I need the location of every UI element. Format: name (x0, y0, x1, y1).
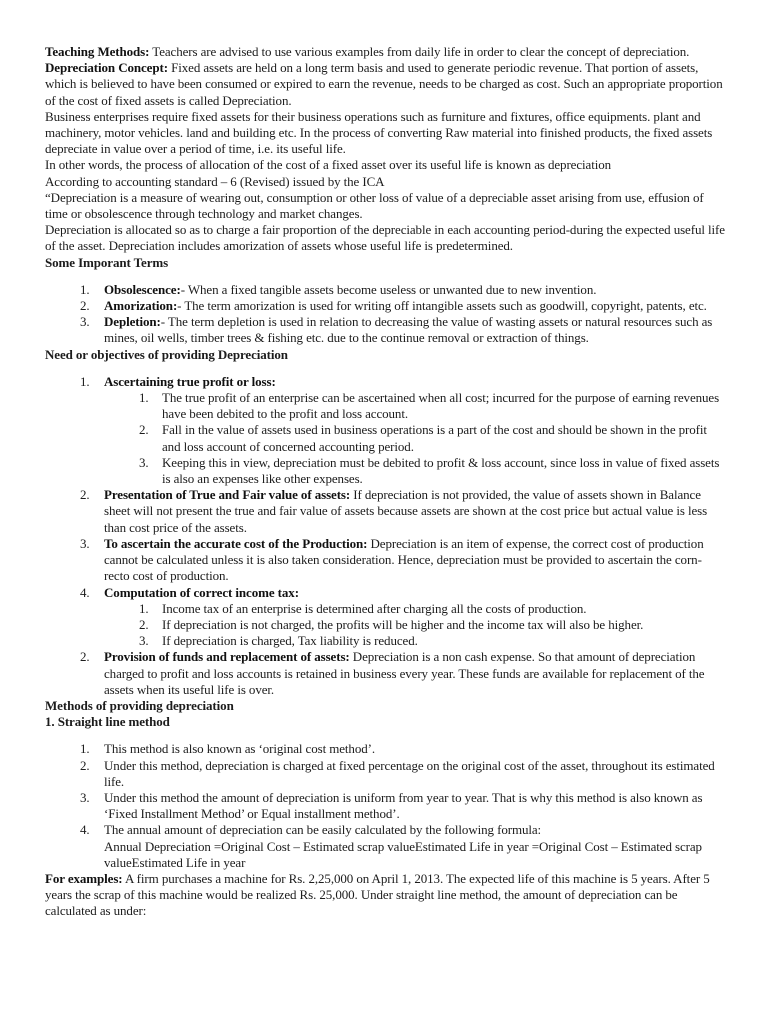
need-item (45, 536, 725, 585)
need-item (45, 374, 725, 390)
term-label: Depletion: (104, 314, 161, 330)
teaching-methods-text: Teachers are advised to use various examples from daily life in order to clear the concept of depreciation. (149, 44, 690, 59)
example-paragraph (45, 871, 725, 920)
teaching-methods-paragraph (45, 44, 725, 60)
sub-item-text: Income tax of an enterprise is determined after charging all the costs of production. (162, 600, 587, 616)
list-number: 2. (139, 422, 149, 438)
need-item-text: If depreciation is not provided, the value of assets shown in Balance sheet will not present the true and fair value of assets because assets are shown at the cost price but actual value is less than cost price of the assets. (104, 487, 708, 535)
sub-item (45, 390, 725, 422)
list-number: 1. (80, 281, 90, 297)
list-number: 2. (139, 616, 149, 632)
list-number: 3. (80, 789, 90, 805)
list-number: 1. (139, 600, 149, 616)
depreciation-formula: Annual Depreciation =Original Cost – Estimated scrap valueEstimated Life in year =Original Cost – Estimated scrap valueEstimated Life in year (104, 838, 702, 870)
term-item (45, 298, 725, 314)
method-item (45, 741, 725, 757)
term-text: - The term amorization is used for writing off intangible assets such as goodwill, copyright, patents, etc. (177, 298, 707, 314)
method-item-text: Under this method the amount of depreciation is uniform from year to year. That is why this method is also known as ‘Fixed Installment Method’ or Equal installment method’. (104, 789, 703, 822)
sub-item (45, 601, 725, 617)
need-item-label: Computation of correct income tax: (104, 584, 299, 600)
sub-item (45, 422, 725, 454)
need-list (45, 374, 725, 698)
sub-item (45, 633, 725, 649)
terms-heading: Some Imporant Terms (45, 254, 169, 270)
need-item-label: To ascertain the accurate cost of the Production: (104, 535, 368, 551)
sub-item-text: The true profit of an enterprise can be ascertained when all cost; incurred for the purpose of earning revenues have been debited to the profit and loss account. (162, 390, 720, 422)
teaching-methods-label: Teaching Methods: (45, 44, 150, 59)
sub-item-text: If depreciation is charged, Tax liability is reduced. (162, 633, 418, 649)
list-number: 2. (80, 757, 90, 773)
list-number: 1. (139, 390, 149, 406)
example-text: A firm purchases a machine for Rs. 2,25,000 on April 1, 2013. The expected life of this machine is 5 years. After 5 years the scrap of this machine would be realized Rs. 25,000. Under straight line method, the amount of depreciation can be calculated as under: (45, 870, 710, 919)
definition-quote-paragraph: “Depreciation is a measure of wearing out, consumption or other loss of value of a depreciable asset arising from use, effusion of time or obsolescence through technology and market changes. (45, 189, 704, 222)
allocation-paragraph: Depreciation is allocated so as to charge a fair proportion of the depreciable in each accounting period-during the expected useful life of the asset. Depreciation includes amorization of assets whose useful life is predetermined. (45, 222, 725, 254)
sub-item-text: If depreciation is not charged, the profits will be higher and the income tax will also be higher. (162, 616, 644, 632)
need-item (45, 585, 725, 601)
terms-list (45, 282, 725, 347)
need-item (45, 487, 725, 536)
sub-item (45, 617, 725, 633)
list-number: 3. (139, 633, 149, 649)
sub-item (45, 455, 725, 487)
term-label: Obsolescence: (104, 281, 181, 297)
example-label: For examples: (45, 870, 123, 886)
list-number: 4. (80, 822, 90, 838)
term-text: - When a fixed tangible assets become useless or unwanted due to new invention. (180, 281, 597, 297)
list-number: 3. (80, 535, 90, 551)
need-item-text: Depreciation is a non cash expense. So that amount of depreciation charged to profit and loss accounts is retained in business every year. These funds are available for replacement of the assets when its useful life is over. (104, 649, 705, 697)
list-number: 4. (80, 584, 90, 600)
business-paragraph: Business enterprises require fixed assets for their business operations such as furniture and fixtures, office equipments. plant and machinery, motor vehicles. land and building etc. In the process of converting Raw material into finished products, the fixed assets depreciate in value over a period of time, i.e. its useful life. (45, 108, 713, 157)
list-number: 2. (80, 487, 90, 503)
sub-item-text: Fall in the value of assets used in business operations is a part of the cost and should be shown in the profit and loss account of concerned accounting period. (162, 422, 707, 454)
method-item-text: Under this method, depreciation is charged at fixed percentage on the original cost of the asset, throughout its estimated life. (104, 757, 715, 789)
method-item-text: This method is also known as ‘original cost method’. (104, 741, 376, 757)
list-number: 1. (80, 741, 90, 757)
straight-line-list (45, 741, 725, 871)
depreciation-concept-label: Depreciation Concept: (45, 60, 168, 76)
accounting-standard-paragraph: According to accounting standard – 6 (Revised) issued by the ICA (45, 173, 385, 189)
method-item (45, 790, 725, 822)
methods-heading: Methods of providing depreciation (45, 697, 234, 713)
term-item (45, 282, 725, 298)
need-item-label: Presentation of True and Fair value of assets: (104, 487, 351, 503)
document-page (45, 44, 725, 920)
straight-line-heading: 1. Straight line method (45, 714, 170, 730)
list-number: 2. (80, 649, 90, 665)
need-heading: Need or objectives of providing Depreciation (45, 346, 288, 362)
list-number: 3. (80, 314, 90, 330)
term-label: Amorization: (104, 298, 178, 314)
need-item-label: Provision of funds and replacement of assets: (104, 649, 350, 665)
need-item-text: Depreciation is an item of expense, the correct cost of production cannot be calculated unless it is also taken consideration. Hence, depreciation must be provided to ascertain the corn- recto cost of production. (104, 535, 704, 584)
depreciation-concept-paragraph (45, 60, 725, 109)
term-text: - The term depletion is used in relation to decreasing the value of wasting assets or natural resources such as mines, oil wells, timber trees & fishing etc. due to the continue removal or extraction of things. (104, 314, 713, 346)
depreciation-concept-text: Fixed assets are held on a long term basis and used to generate periodic revenue. That portion of assets, which is believed to have been consumed or expired to earn the revenue, needs to be charged as cost. Such an appropriate proportion of the cost of fixed assets is called Depreciation. (45, 60, 723, 108)
list-number: 1. (80, 373, 90, 389)
method-item (45, 822, 725, 871)
need-item-label: Ascertaining true profit or loss: (104, 373, 276, 389)
sub-item-text: Keeping this in view, depreciation must be debited to profit & loss account, since loss in value of fixed assets is also an expenses like other expenses. (162, 454, 720, 487)
other-words-paragraph: In other words, the process of allocation of the cost of a fixed asset over its useful life is known as depreciation (45, 157, 612, 173)
need-item (45, 649, 725, 698)
list-number: 2. (80, 298, 90, 314)
list-number: 3. (139, 454, 149, 470)
method-item-text: The annual amount of depreciation can be easily calculated by the following formula: (104, 822, 542, 838)
term-item (45, 314, 725, 346)
method-item (45, 758, 725, 790)
